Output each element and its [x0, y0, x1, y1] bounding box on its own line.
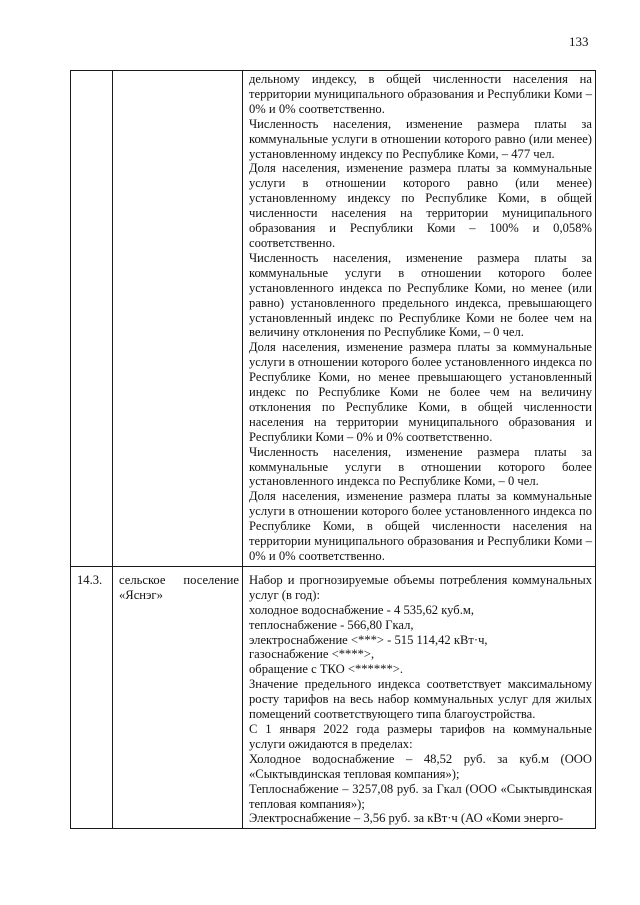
row-number — [71, 71, 112, 77]
paragraph: Доля населения, изменение размера платы за коммунальные услуги в отношении которого равно (или менее) установленному индексу по Республике Коми, в общей численности населения на территории муниципального образования и Республики Коми – 100% и 0,058% соответственно. — [249, 161, 592, 250]
paragraph: Значение предельного индекса соответствует максимальному росту тарифов на весь набор коммунальных услуг для жилых помещений соответствующего типа благоустройства. — [249, 677, 592, 722]
paragraph: теплоснабжение - 566,80 Гкал, — [249, 617, 414, 632]
paragraph: дельному индексу, в общей численности населения на территории муниципального образования и Республики Коми – 0% и 0% соответственно. — [249, 72, 592, 116]
settlement-name: сельское поселение «Яснэг» — [119, 572, 239, 602]
paragraph: Холодное водоснабжение – 48,52 руб. за куб.м (ООО «Сыктывдинская тепловая компания»); — [249, 751, 592, 781]
settlement-name — [113, 71, 242, 77]
paragraph: электроснабжение <***> - 515 114,42 кВт·ч, — [249, 632, 488, 647]
row-number-cell — [71, 71, 113, 567]
settlement-cell — [113, 566, 243, 828]
paragraph: Доля населения, изменение размера платы за коммунальные услуги в отношении которого более установленного индекса по Республике Коми, в общей численности населения на территории муниципального образования и Республики Коми – 0% и 0% соответственно. — [249, 489, 592, 563]
paragraph: Численность населения, изменение размера платы за коммунальные услуги в отношении которого более установленного индекса по Республике Коми, но менее (или равно) установленного предельного индекса, превышающего установленный индекс по Республике Коми не более чем на величину отклонения по Республике Коми, – 0 чел. — [249, 250, 592, 340]
paragraph: обращение с ТКО <******>. — [249, 662, 403, 677]
table-row-14-3 — [71, 566, 596, 828]
paragraph: Доля населения, изменение размера платы за коммунальные услуги в отношении которого более установленного индекса по Республике Коми, но менее превышающего установленный индекс по Республике Коми не более чем на величину отклонения по Республике Коми, в общей численности населения на территории муниципального образования и Республики Коми – 0% и 0% соответственно. — [249, 340, 592, 444]
row-number-cell — [71, 566, 113, 828]
description-cell — [243, 71, 596, 567]
municipal-tariff-table — [70, 70, 596, 829]
paragraph: Электроснабжение – 3,56 руб. за кВт·ч (АО «Коми энерго- — [249, 811, 564, 826]
page-number: 133 — [569, 34, 589, 49]
paragraph: холодное водоснабжение - 4 535,62 куб.м, — [249, 602, 474, 617]
settlement-cell — [113, 71, 243, 567]
paragraph: Теплоснабжение – 3257,08 руб. за Гкал (ООО «Сыктывдинская тепловая компания»); — [249, 781, 592, 811]
paragraph: газоснабжение <****>, — [249, 647, 375, 662]
table-row-continued — [71, 71, 596, 567]
description-cell — [243, 566, 596, 828]
row-number: 14.3. — [77, 572, 103, 587]
paragraph: Набор и прогнозируемые объемы потребления коммунальных услуг (в год): — [249, 572, 592, 602]
paragraph: Численность населения, изменение размера платы за коммунальные услуги в отношении которого более установленного индекса по Республике Коми, – 0 чел. — [249, 444, 592, 489]
paragraph: С 1 января 2022 года размеры тарифов на коммунальные услуги ожидаются в пределах: — [249, 721, 592, 751]
paragraph: Численность населения, изменение размера платы за коммунальные услуги в отношении которого равно (или менее) установленному индексу по Республике Коми, – 477 чел. — [249, 116, 592, 161]
